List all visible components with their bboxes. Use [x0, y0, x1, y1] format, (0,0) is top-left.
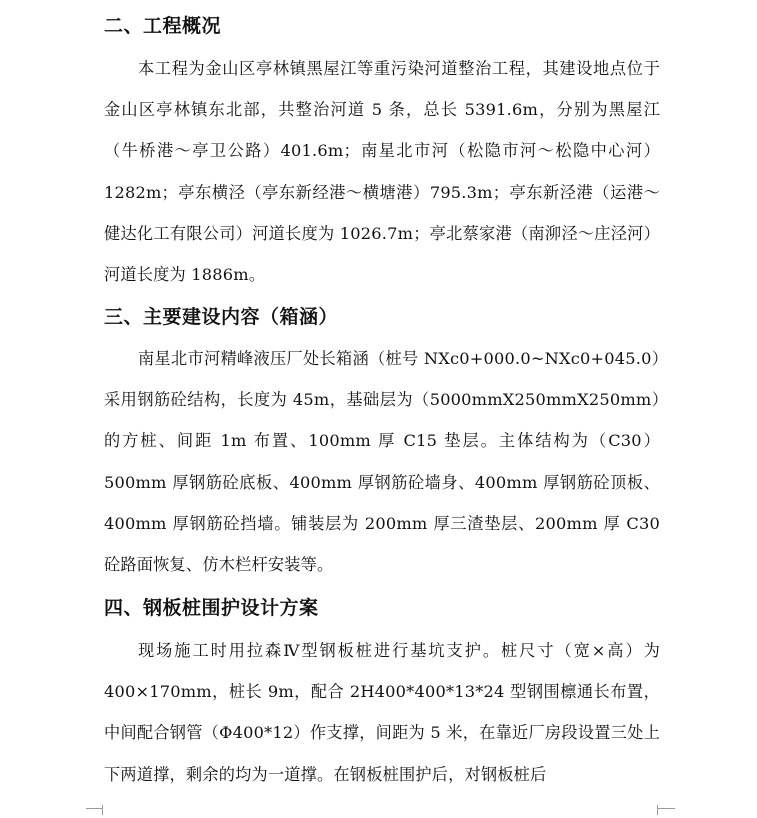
section-paragraph-sheet-pile: 现场施工时用拉森Ⅳ型钢板桩进行基坑支护。桩尺寸（宽×高）为 400×170mm，桩长 9m，配合 2H400*400*13*24 型钢围檩通长布置，中间配合钢管（Φ400*12）作支撑，间距为 5 米，在靠近厂房段设置三处上下两道撑，剩余的均为一道撑。在钢板桩围护后，对钢板桩后 — [104, 641, 660, 784]
section-heading-construction: 三、主要建设内容（箱涵） — [104, 306, 339, 328]
page-corner-mark-right — [657, 805, 674, 815]
page-corner-mark-right-horizontal — [657, 808, 675, 809]
section-paragraph-overview: 本工程为金山区亭林镇黑屋江等重污染河道整治工程，其建设地点位于金山区亭林镇东北部，共整治河道 5 条，总长 5391.6m，分别为黑屋江（牛桥港～亭卫公路）401.6m；南星北市河（松隐市河～松隐中心河）1282m；亭东横泾（亭东新经港～横塘港）795.3m；亭东新泾港（运港～健达化工有限公司）河道长度为 1026.7m；亭北蔡家港（南泖泾～庄泾河）河道长度为 1886m。 — [104, 59, 660, 285]
page-corner-mark-left — [86, 805, 103, 815]
section-heading-overview: 二、工程概况 — [104, 15, 222, 37]
section-paragraph-construction: 南星北市河精峰液压厂处长箱涵（桩号 NXc0+000.0~NXc0+045.0）采用钢筋砼结构，长度为 45m，基础层为（5000mmX250mmX250mm）的方桩、间距 1m 布置、100mm 厚 C15 垫层。主体结构为（C30）500mm 厚钢筋砼底板、400mm 厚钢筋砼墙身、400mm 厚钢筋砼顶板、400mm 厚钢筋砼挡墙。铺装层为 200mm 厚三渣垫层、200mm 厚 C30 砼路面恢复、仿木栏杆安装等。 — [104, 349, 660, 575]
page-corner-mark-left-horizontal — [86, 808, 102, 809]
section-heading-sheet-pile: 四、钢板桩围护设计方案 — [104, 597, 319, 619]
